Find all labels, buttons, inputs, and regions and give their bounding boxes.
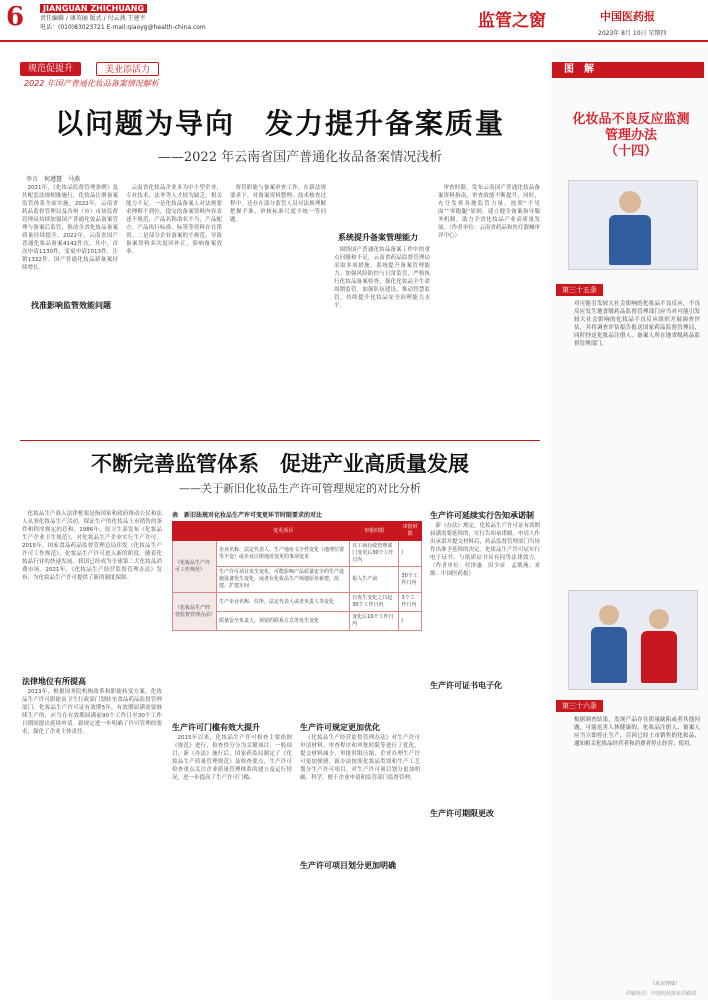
table-cell: / xyxy=(399,612,422,631)
table-caption: 表 新旧法规对化妆品生产许可变更环节时限要求的对比 xyxy=(172,512,323,519)
table-cell: 30个工作日内 xyxy=(399,567,422,593)
table-cell: 自发生变化之日起30个工作日内 xyxy=(350,593,399,612)
table-cell: / xyxy=(399,541,422,567)
paper-logo: 中国医药报 xyxy=(600,10,655,23)
table-header: 审批时限 xyxy=(350,522,399,541)
person-body-icon xyxy=(641,631,677,683)
article1-col-5-text: 审查时限，发布云南国产普通化妆品备案资料指南，审查效能不断提升，同时，充分发挥各地监管力量，按照“不见面”“零跑腿”原则，建立健全备案指导服务机制，助力全省化妆品产业高质量发展。（作者单位：云南省药品和医疗器械审评中心） xyxy=(438,185,540,239)
article2-col-3-text: 2015年以来，化妆品生产许可检查主要依据《规范》进行，检查得分分为关键项目、一般项目。新《办法》施行后，国家药监局制定了《化妆品生产质量管理规范》及检查要点，生产许可检查重点关注企业质量管理体系的建立及运行情况，进一步提高了生产许可门槛。 xyxy=(172,735,292,781)
paper-pinyin: JIANGUAN ZHICHUANG xyxy=(40,4,147,13)
article1-col-3-text: 督管职能与备案审查工作。在新法规要求下，对备案资料整理、技术核查过程中，还存在部分监管人员对法规理解把握不准、审核标准尺度不统一等问题。 xyxy=(230,185,326,223)
illustration-2 xyxy=(568,590,698,690)
table-cell: 《化妆品生产经营监督管理办法》 xyxy=(173,593,217,631)
table-cell: 企业名称、法定代表人、生产地址文字性变化（地理位置等不变）或企业注册地址变更的事项变更 xyxy=(217,541,350,567)
issue-date: 2023年 8月 10日 星期四 xyxy=(598,30,667,37)
q36-label: 第三十六条 xyxy=(556,700,603,712)
article2-col-1 xyxy=(22,510,162,670)
divider xyxy=(20,440,540,441)
table-header xyxy=(173,522,217,541)
table-cell: 变化后10个工作日内 xyxy=(350,612,399,631)
article2-col-4-text: 《化妆品生产经营监督管理办法》对生产许可申请材料、审查程序和审批时限等进行了优化，提交材料减少，审批时限压缩，企业办理生产许可更加便捷。新办法按照化妆品类别和生产工艺划分生产许可项目，对生产许可项目划分更加明确、科学，便于企业申请和监管部门监督管理。 xyxy=(300,735,420,781)
person-body-icon xyxy=(609,215,651,265)
comparison-table-block xyxy=(172,510,422,631)
sidebar-credit: （未完待续） xyxy=(650,981,681,987)
column-name: 监管之窗 xyxy=(478,11,546,31)
table-cell: 3个工作日内 xyxy=(399,593,422,612)
article1-col-1-text: 2021年，《化妆品监督管理条例》及其配套法规相继施行，化妆品注册备案监管体系全面实施。2022年，云南省药品监督管理局及各州（市）市场监督管理局持续加强国产普通化妆品备案管理与备案后监管，推动全省化妆品备案质量持续提升。2022年，云南省国产普通化妆品备案4142件次，其中，首次申请1130件，变更申请1013件，注销1332件。国产普通化妆品新备案持续增长。 xyxy=(22,185,118,271)
q35-text: 对可能引发较大社会影响的化妆品不良反应，不良反应发生地省级药品监督管理部门应当对可能引发较大社会影响的化妆品不良反应组织开展调查评估，并将调查评估报告报送国家药品监督管理局，同时抄送化妆品注册人、备案人所在地省级药品监督管理部门。 xyxy=(574,301,700,347)
table-row xyxy=(173,541,422,567)
article1-section-1: 找准影响监管效能问题 xyxy=(31,301,111,310)
article1-title: 以问题为导向 发力提升备案质量 xyxy=(54,107,505,140)
article2-section-e: 生产许可延续实行告知承诺制 xyxy=(430,511,534,520)
article1-col-5 xyxy=(438,184,540,434)
article2-col-2-text: 2013年，根据国务院机构改革和职能转变方案，化妆品生产许可职能由卫生行政部门划转至食品药品监督管理部门。化妆品生产许可证有效期5年，有效期届满需要继续生产的，应当在有效期届满前90个工作日至30个工作日期间提出延续申请。新规定进一步明确了许可管理的要求，强化了企业主体责任。 xyxy=(22,689,162,735)
sidebar-title-line-2: 管理办法 xyxy=(604,128,657,143)
tag-2: 美业添活力 xyxy=(96,62,159,76)
sidebar-title-line-1: 化妆品不良反应监测 xyxy=(572,112,690,127)
editor-info xyxy=(40,4,206,32)
article1-authors: 李言 何遵慧 马燕 xyxy=(26,176,81,183)
article2-section-d: 生产许可项目划分更加明确 xyxy=(300,861,396,870)
table-cell: 生产许可项目发生变化、可能影响产品质量安全的生产设施设备发生变化，或者在化妆品生产场地原址新建、改建、扩建车间 xyxy=(217,567,350,593)
article1-col-2 xyxy=(126,184,222,434)
article2-col-2 xyxy=(22,688,162,978)
table-header: 变更项目 xyxy=(217,522,350,541)
illustration-1 xyxy=(568,180,698,270)
page-footer: 印刷单位：中国医药报社印刷部 xyxy=(625,991,696,997)
article2-subtitle: ——关于新旧化妆品生产许可管理规定的对比分析 xyxy=(179,482,421,495)
article1-col-4-text: 围绕国产普通化妆品备案工作中的重点问题和不足，云南省药品监督管理局采取多项措施，系统提升备案管理能力。加强风险防控与日常监管，严格执行化妆品备案检查，强化化妆品全生命周期监管。加强队伍建设，推动智慧监管，持续提升化妆品安全治理能力水平。 xyxy=(334,247,430,309)
tag-1: 规范促提升 xyxy=(20,62,81,76)
editor-line-1: 责任编辑 / 康英丽 版式 / 付云燕 王建平 xyxy=(40,15,146,22)
page-header xyxy=(0,0,708,42)
table-row xyxy=(173,593,422,612)
comparison-table xyxy=(172,521,422,631)
article2-section-c: 生产许可规定更加优化 xyxy=(300,723,380,732)
sidebar-header: 图 解 xyxy=(552,62,704,78)
article2-title: 不断完善监管体系 促进产业高质量发展 xyxy=(91,451,469,476)
article2-section-g: 生产许可期限更改 xyxy=(430,809,494,818)
article2-section-b: 生产许可门槛有效大提升 xyxy=(172,723,260,732)
person-body-icon xyxy=(591,627,627,683)
article1-col-3 xyxy=(230,184,326,434)
editor-line-2: 电话：(010)83023721 E-mail:qiaoyg@health-china.com xyxy=(40,24,206,31)
person-head-icon xyxy=(649,609,669,629)
person-head-icon xyxy=(599,605,619,625)
article1-section-2: 系统提升备案管理能力 xyxy=(338,233,418,242)
article2-col-3 xyxy=(172,734,292,978)
person-head-icon xyxy=(619,191,641,213)
table-cell: 生产企业名称、住所、法定代表人或者负责人等变化 xyxy=(217,593,350,612)
table-cell: 在工商行政管理部门变更后30个工作日内 xyxy=(350,541,399,567)
article1-subtitle: ——2022 年云南省国产普通化妆品备案情况浅析 xyxy=(157,150,443,165)
table-cell: 《化妆品生产许可工作规范》 xyxy=(173,541,217,593)
page-number: 6 xyxy=(6,2,25,32)
article2-col-4 xyxy=(300,734,420,854)
article1-col-2-text: 云南省化妆品企业多为中小型企业，专业技术、法务等人才较为缺乏，相关能力不足。一是化妆品备案人对法规要求理解不到位，提交的备案资料内容表述不规范，产品名称命名不当，产品配方、产品执行标准、标签等资料存在错误。二是部分企业备案的不规范，导致备案资料多次退回补正，影响备案效率。 xyxy=(126,185,222,255)
sidebar-title xyxy=(566,112,696,160)
table-cell: 报入生产前 xyxy=(350,567,399,593)
article2-col-1-text: 化妆品生产准入法律框架是指国家和政府推动公民和法人从事化妆品生产活动，保证生产的化妆品上市销售的条件和程序规定的总和。1986年，原卫生部发布《化妆品生产企业卫生规范》，对化妆品生产企业实行生产许可。2015年，国家食品药品监督管理总局印发《化妆品生产许可工作规范》，化妆品生产许可进入新的阶段。随着化妆品行业的快速发展，我国已经成为全球第二大化妆品消费市场。2021年，《化妆品生产经营监督管理办法》发布，为化妆品生产许可提供了新的制度保障。 xyxy=(22,511,162,581)
article1-subtag: 2022 年国产普通化妆品备案情况解析 xyxy=(24,79,159,88)
q35-label: 第三十五条 xyxy=(556,284,603,296)
table-header-row xyxy=(173,522,422,541)
table-header: 审批时限 xyxy=(399,522,422,541)
article2-col-5-text: 新《办法》规定，化妆品生产许可证有效期届满需要延续的，实行告知承诺制。申请人作出承诺并提交材料后，药品监督管理部门当场作出准予延续的决定。化妆品生产许可证实行电子证书，与纸质证书具有同等法律效力。（作者单位：付泽惠 田少彦 孟敏燕；来源：中国医药报） xyxy=(430,523,540,577)
sidebar-title-line-3: （十四） xyxy=(604,144,657,159)
article2-col-5 xyxy=(430,522,540,672)
article2-section-a: 法律地位有所提高 xyxy=(22,677,86,686)
article2-section-f: 生产许可证书电子化 xyxy=(430,681,502,690)
table-cell: 质量安全负责人、预留的联系方式等发生变化 xyxy=(217,612,350,631)
q36-text: 根据调查结果，发现产品存在质量缺陷或者其他问题，可能危害人体健康的，化妆品注册人、备案人应当立即停止生产，召回已经上市销售的化妆品，通知相关化妆品经营者和消费者停止经营、使用。 xyxy=(574,717,700,747)
